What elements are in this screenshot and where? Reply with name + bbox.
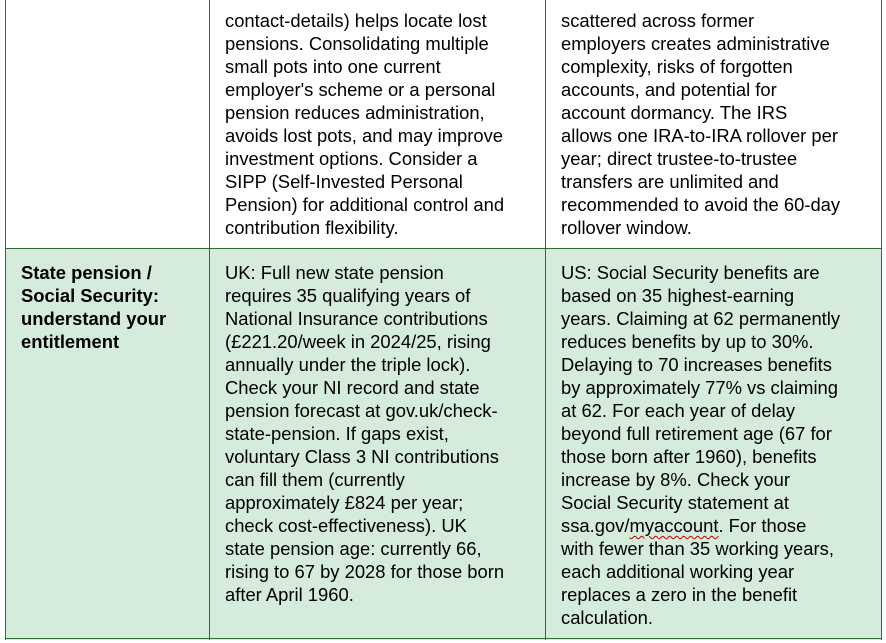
text-line: at 62. For each year of delay [561, 400, 796, 421]
text-line: by approximately 77% vs claiming [561, 377, 838, 398]
row2-topic-cell [21, 261, 207, 353]
text-line: can fill them (currently [225, 469, 405, 490]
table-border-col2 [545, 0, 546, 640]
topic-heading-line: State pension / [21, 262, 152, 283]
text-line: pensions. Consolidating multiple [225, 33, 489, 54]
text-line: contribution flexibility. [225, 217, 399, 238]
table-border-right [881, 0, 882, 640]
text-line: reduces benefits by up to 30%. [561, 331, 814, 352]
row2-us-cell [561, 261, 879, 629]
text-line: years. Claiming at 62 permanently [561, 308, 841, 329]
text-line: check cost-effectiveness). UK [225, 515, 467, 536]
text-line: voluntary Class 3 NI contributions [225, 446, 499, 467]
text-line: small pots into one current [225, 56, 441, 77]
text-line: annually under the triple lock). [225, 354, 471, 375]
text-line: increase by 8%. Check your [561, 469, 790, 490]
text-line: UK: Full new state pension [225, 262, 444, 283]
text-line: state-pension. If gaps exist, [225, 423, 449, 444]
text-line: requires 35 qualifying years of [225, 285, 471, 306]
text-line: rollover window. [561, 217, 692, 238]
text-line: employer's scheme or a personal [225, 79, 496, 100]
text-line: beyond full retirement age (67 for [561, 423, 832, 444]
text-line: pension reduces administration, [225, 102, 485, 123]
table-border-bottom [5, 638, 882, 639]
text-line: investment options. Consider a [225, 148, 478, 169]
text-line: year; direct trustee-to-trustee [561, 148, 798, 169]
text-line: state pension age: currently 66, [225, 538, 482, 559]
text-line: US: Social Security benefits are [561, 262, 820, 283]
text-line: account dormancy. The IRS [561, 102, 788, 123]
text-line: recommended to avoid the 60-day [561, 194, 841, 215]
topic-heading-line: entitlement [21, 331, 120, 352]
text-line: after April 1960. [225, 584, 354, 605]
text-line: those born after 1960), benefits [561, 446, 817, 467]
row2-uk-cell [225, 261, 543, 606]
row1-uk-cell [225, 9, 543, 239]
text-line: with fewer than 35 working years, [561, 538, 834, 559]
text-line: based on 35 highest-earning [561, 285, 795, 306]
text-line: rising to 67 by 2028 for those born [225, 561, 505, 582]
text-line: each additional working year [561, 561, 795, 582]
document-table [5, 0, 882, 640]
text-line: pension forecast at gov.uk/check- [225, 400, 498, 421]
text-line: Delaying to 70 increases benefits [561, 354, 832, 375]
text-line: allows one IRA-to-IRA rollover per [561, 125, 838, 146]
text-line: (£221.20/week in 2024/25, rising [225, 331, 491, 352]
text-line: calculation. [561, 607, 654, 628]
text-line: accounts, and potential for [561, 79, 777, 100]
row-divider [5, 248, 882, 249]
table-border-left [5, 0, 6, 640]
text-line: avoids lost pots, and may improve [225, 125, 504, 146]
text-line: Social Security statement at [561, 492, 789, 513]
text-line: Check your NI record and state [225, 377, 480, 398]
text-line: National Insurance contributions [225, 308, 488, 329]
text-line: employers creates administrative [561, 33, 830, 54]
text-line-with-link [561, 514, 879, 537]
text-line: transfers are unlimited and [561, 171, 779, 192]
text-line: approximately £824 per year; [225, 492, 464, 513]
text-fragment: . For those [718, 515, 807, 536]
table-border-col1 [209, 0, 210, 640]
text-line: complexity, risks of forgotten [561, 56, 793, 77]
text-line: replaces a zero in the benefit [561, 584, 798, 605]
text-line: Pension) for additional control and [225, 194, 505, 215]
row1-us-cell [561, 9, 879, 239]
url-text: ssa.gov/ [561, 515, 630, 536]
text-line: contact-details) helps locate lost [225, 10, 487, 31]
spellcheck-flagged-word[interactable]: myaccount [629, 515, 719, 536]
text-line: SIPP (Self-Invested Personal [225, 171, 463, 192]
topic-heading-line: Social Security: [21, 285, 159, 306]
text-line: scattered across former [561, 10, 755, 31]
topic-heading-line: understand your [21, 308, 167, 329]
